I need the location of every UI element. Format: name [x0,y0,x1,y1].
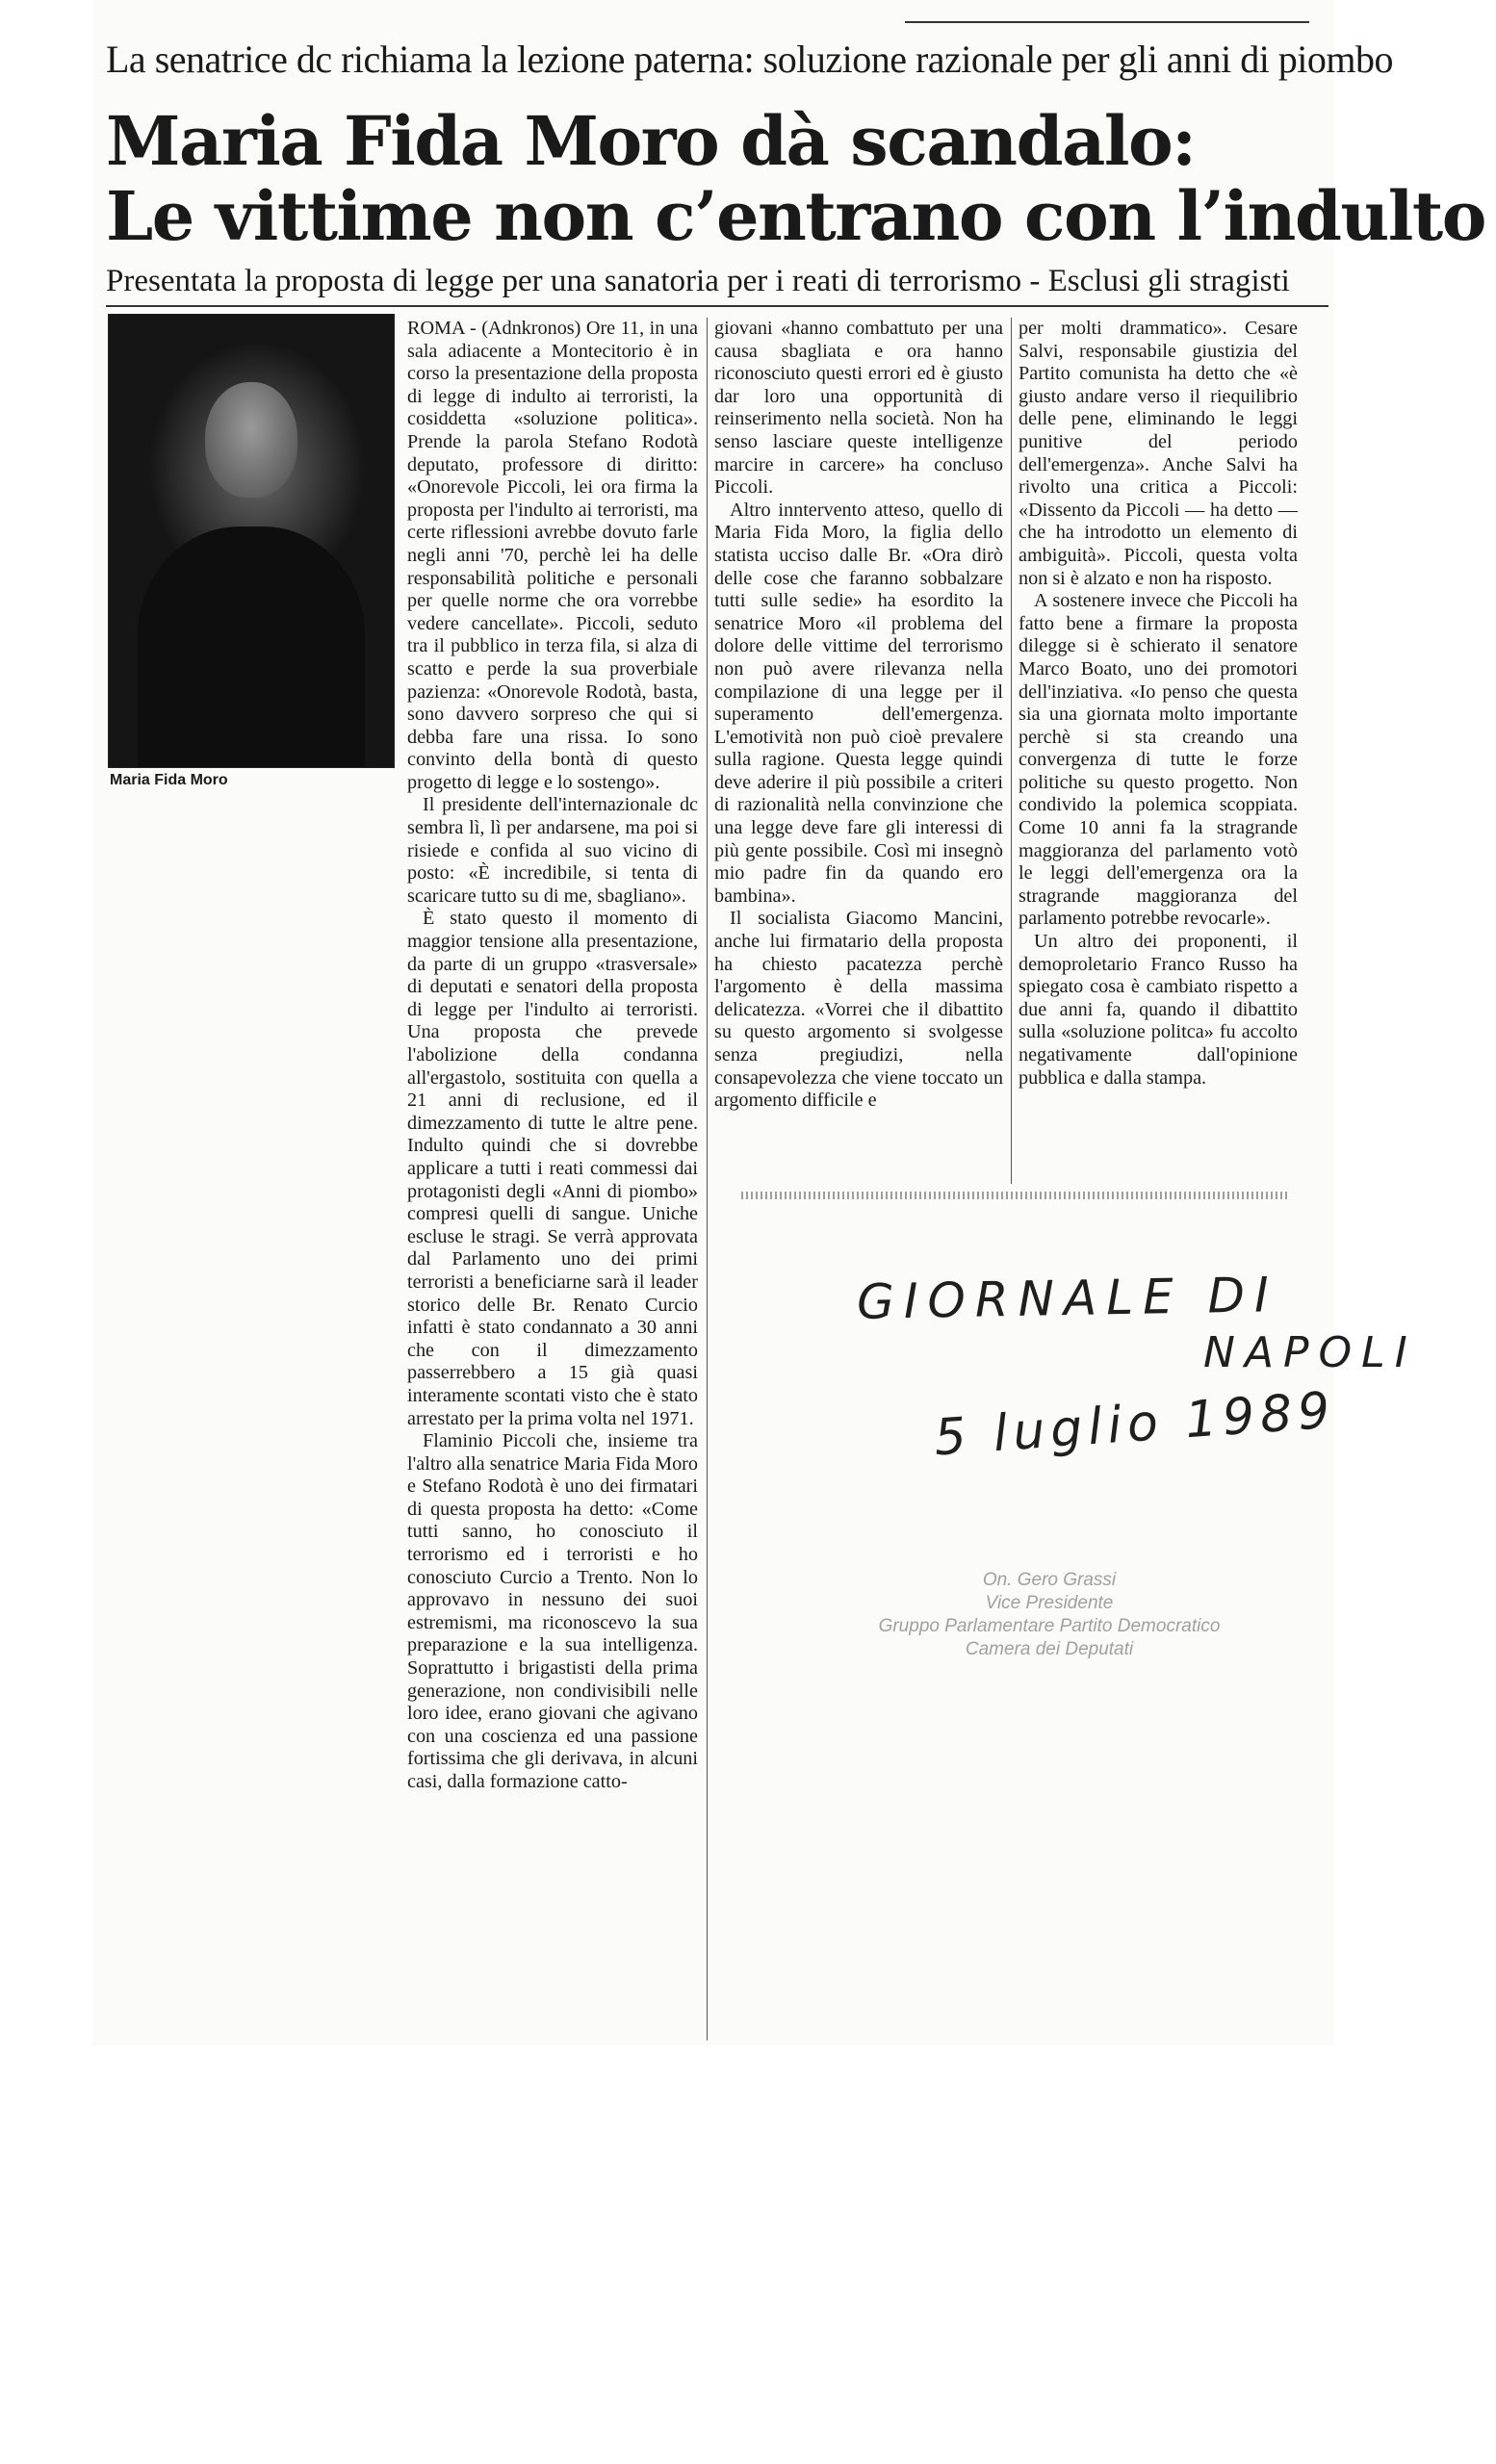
dotted-separator [741,1192,1290,1199]
article-subhead: Presentata la proposta di legge per una sanatoria per i reati di terrorismo - Esclusi gli stragisti [106,264,1328,307]
stamp-line: Vice Presidente [985,1593,1114,1613]
office-stamp [828,1569,1271,1661]
column-2-paragraph: Il socialista Giacomo Mancini, anche lui firmatario della proposta ha chiesto pacatezza perchè l'argomento è della massima delicatezza. «Vorrei che il dibattito su questo argomento si svolgesse senza pregiudizi, nella consapevolezza che viene toccato un argomento difficile e [714,908,1003,1112]
column-1-paragraph: Il presidente dell'internazionale dc sembra lì, lì per andarsene, ma poi si risiede e confida al suo vicino di posto: «È incredibile, si tenta di scaricare tutto su di me, sbagliano». [407,794,698,907]
photo-shoulders [138,526,365,767]
handwritten-date: 5 luglio 1989 [932,1381,1338,1468]
column-1-paragraph: È stato questo il momento di maggior tensione alla presentazione, da parte di un gruppo «trasversale» di deputati e senatori della proposta di legge per l'indulto ai terroristi. Una proposta che prevede l'abolizione della condanna all'ergastolo, sostituita con quella a 21 anni di reclusione, ed il dimezzamento di tutte le altre pene. Indulto quindi che si dovrebbe applicare a tutti i reati commessi dai protagonisti degli «Anni di piombo» compresi quelli di sangue. Uniche escluse le stragi. Se verrà approvata dal Parlamento uno dei primi terroristi a beneficiarne sarà il leader storico delle Br. Renato Curcio infatti è stato condannato a 30 anni che con il dimezzamento passerrebbero a 15 già quasi interamente scontati visto che è stato arrestato per la prima volta nel 1971. [407,908,698,1429]
article-kicker: La senatrice dc richiama la lezione paterna: soluzione razionale per gli anni di piombo [106,38,1394,81]
column-divider [707,318,708,2040]
headline-line-1: Maria Fida Moro dà scandalo: [106,101,1196,181]
stamp-line: Camera dei Deputati [965,1639,1134,1659]
column-1-paragraph: Flaminio Piccoli che, insieme tra l'altro alla senatrice Maria Fida Moro e Stefano Rodotà è uno dei firmatari di questa proposta ha detto: «Come tutti sanno, ho conosciuto il terrorismo ed i terroristi e ho conosciuto Curcio a Trento. Non lo approvavo in nessuno dei suoi estremismi, ma riconoscevo la sua preparazione e la sua intelligenza. Soprattutto i brigastisti della prima generazione, non condivisibili nelle loro idee, erano giovani che agivano con una coscienza ed una passione fortissima che gli derivava, in alcuni casi, dalla formazione catto- [407,1430,698,1792]
article-column-2 [714,318,1003,1184]
column-1-paragraph: ROMA - (Adnkronos) Ore 11, in una sala adiacente a Montecitorio è in corso la presentazione della proposta di legge di indulto ai terroristi, la cosiddetta «soluzione politica». Prende la parola Stefano Rodotà deputato, professore di diritto: «Onorevole Piccoli, lei ora firma la proposta per l'indulto ai terroristi, ma certe riflessioni avrebbe dovuto farle negli anni '70, perchè lei ha delle responsabilità politiche e personali per quelle norme che ora vorrebbe vedere cancellate». Piccoli, seduto tra il pubblico in terza fila, si alza di scatto e perde la sua proverbiale pazienza: «Onorevole Rodotà, basta, sono davvero sorpreso che qui si debba fare una rissa. Io sono convinto della bontà di questo progetto di legge e lo sostengo». [407,318,698,793]
column-divider [1011,318,1012,1184]
article-headline [106,101,1485,256]
handwritten-source-city: NAPOLI [1203,1328,1417,1377]
top-rule [905,21,1309,23]
column-3-paragraph: per molti drammatico». Cesare Salvi, responsabile giustizia del Partito comunista ha detto che «è giusto andare verso il riequilibrio delle pene, eliminando le leggi punitive del periodo dell'emergenza». Anche Salvi ha rivolto una critica a Piccoli: «Dissento da Piccoli — ha detto — che ha introdotto un elemento di ambiguità». Piccoli, questa volta non si è alzato e non ha risposto. [1019,318,1298,589]
stamp-line: On. Gero Grassi [982,1570,1117,1590]
stamp-line: Gruppo Parlamentare Partito Democratico [878,1616,1221,1636]
handwritten-source: GIORNALE DI [856,1267,1279,1330]
article-column-3 [1019,318,1298,1184]
headline-line-2: Le vittime non c’entrano con l’indulto [106,176,1485,256]
column-3-paragraph: Un altro dei proponenti, il demoproletario Franco Russo ha spiegato cosa è cambiato rispetto a due anni fa, quando il dibattito sulla «soluzione politca» fu accolto negativamente dall'opinione pubblica e dalla stampa. [1019,931,1298,1089]
article-column-1 [407,318,698,2040]
column-2-paragraph: giovani «hanno combattuto per una causa sbagliata e ora hanno riconosciuto questi errori ed è giusto dar loro una opportunità di reinserimento nella società. Non ha senso lasciare queste intelligenze marcire in carcere» ha concluso Piccoli. [714,318,1003,499]
column-3-paragraph: A sostenere invece che Piccoli ha fatto bene a firmare la proposta dilegge si è schierato il senatore Marco Boato, uno dei promotori dell'inziativa. «Io penso che questa sia una giornata molto importante perchè si sta creando una convergenza di tutte le forze politiche su questo progetto. Non condivido la polemica scoppiata. Come 10 anni fa la stragrande maggioranza del parlamento votò le leggi dell'emergenza ora la stragrande maggioranza del parlamento potrebbe revocarle». [1019,590,1298,930]
photo-caption: Maria Fida Moro [110,772,228,788]
photo-face [205,382,297,498]
portrait-photo [108,314,395,768]
column-2-paragraph: Altro inntervento atteso, quello di Maria Fida Moro, la figlia dello statista ucciso dalle Br. «Ora dirò delle cose che faranno sobbalzare tutti sulle sedie» ha esordito la senatrice Moro «il problema del dolore delle vittime del terrorismo non può avere rilevanza nella compilazione di una legge per il superamento dell'emergenza. L'emotività non può cioè prevalere sulla ragione. Questa legge quindi deve aderire il più possibile a criteri di razionalità nella convinzione che una legge deve fare gli interessi di più gente possibile. Così mi insegnò mio padre fin da quando ero bambina». [714,499,1003,907]
